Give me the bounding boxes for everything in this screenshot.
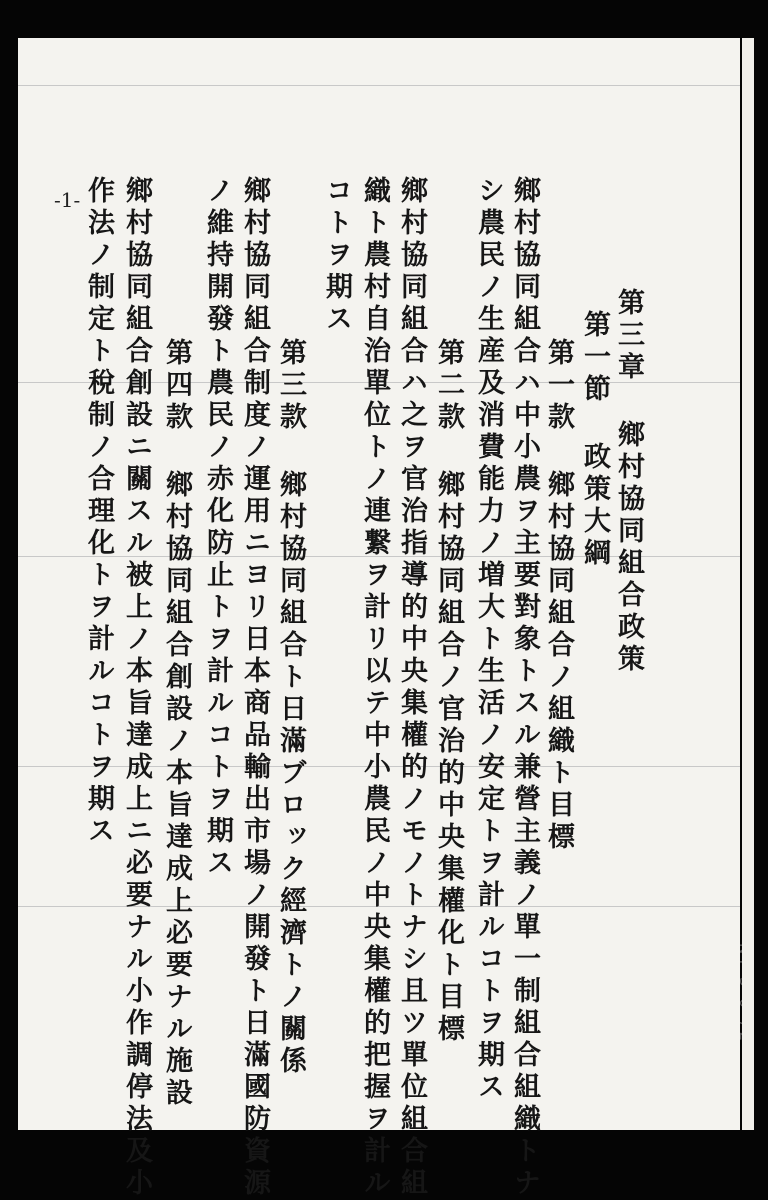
text-column: 鄉村協同組合制度ノ運用ニヨリ日本商品輸出市場ノ開發ト日滿國防資源 [239, 176, 270, 1200]
text-column: 作法ノ制定ト稅制ノ合理化トヲ計ルコトヲ期ス [83, 176, 114, 848]
clause-heading: 第二款 鄉村協同組合ノ官治的中央集權化ト目標 [433, 338, 464, 1046]
document-page [18, 38, 740, 1200]
divider [18, 85, 740, 86]
text-column: ノ維持開發ト農民ノ赤化防止トヲ計ルコトヲ期ス [202, 176, 233, 880]
clause-heading: 第四款 鄉村協同組合創設ノ本旨達成上必要ナル施設 [161, 338, 192, 1110]
text-column: 鄉村協同組合創設ニ關スル被上ノ本旨達成上ニ必要ナル小作調停法及小 [121, 176, 152, 1200]
text-column: 織ト農村自治單位トノ連繋ヲ計リ以テ中小農民ノ中央集權的把握ヲ計ル [359, 176, 390, 1200]
binding-strip [742, 38, 754, 1130]
text-column: 鄉村協同組合ハ中小農ヲ主要對象トスル兼營主義ノ單一制組合組織トナ [509, 176, 540, 1200]
clause-heading: 第一款 鄉村協同組合ノ組織ト目標 [543, 338, 574, 854]
section-heading: 第一節 政策大綱 [579, 310, 610, 570]
page-number: -1- [54, 188, 81, 212]
clause-heading: 第三款 鄉村協同組合ト日滿ブロック經濟トノ關係 [275, 338, 306, 1078]
chapter-heading: 第三章 鄉村協同組合政策 [613, 288, 644, 676]
text-column: コトヲ期ス [321, 176, 352, 336]
text-column: 鄉村協同組合ハ之ヲ官治指導的中央集權的ノモノトナシ且ツ單位組合組 [396, 176, 427, 1200]
text-column: シ農民ノ生産及消費能力ノ増大ト生活ノ安定トヲ計ルコトヲ期ス [473, 176, 504, 1104]
